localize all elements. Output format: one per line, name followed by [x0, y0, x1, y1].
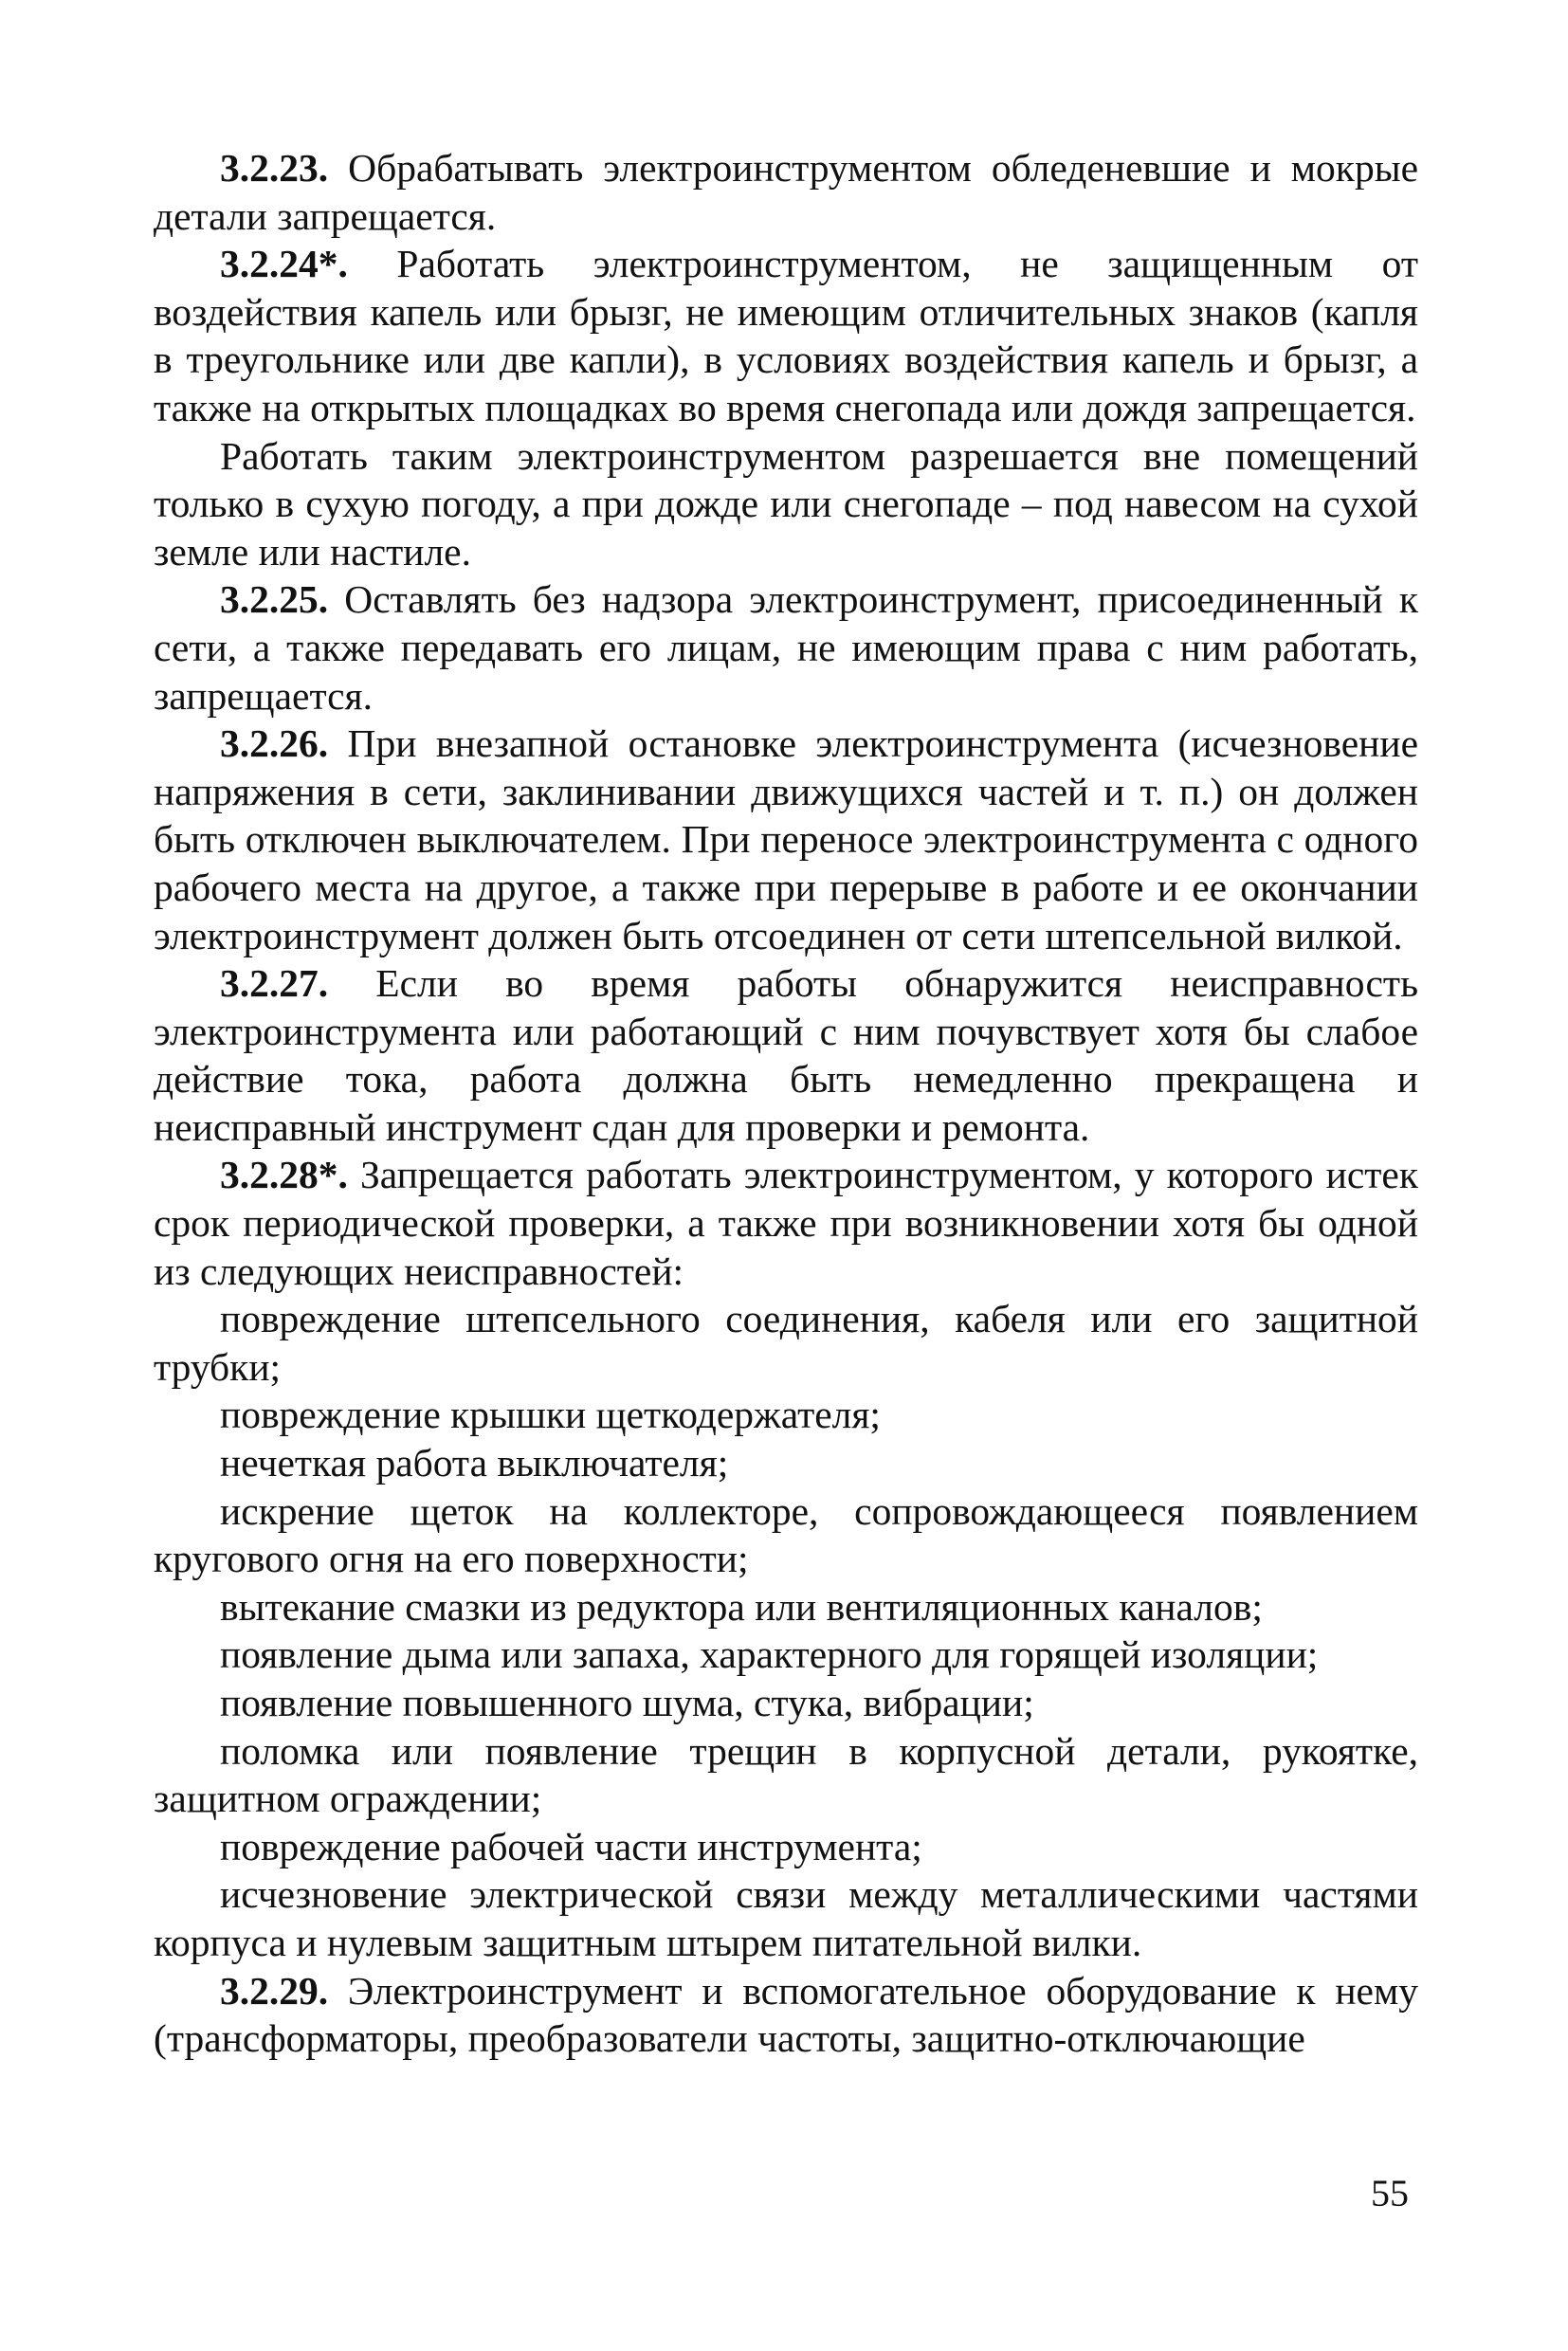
paragraph-text: Если во время работы обнаружится неисправность электроинструмента или работающий с ним почувствует хотя бы слабое действие тока, работа должна быть немедленно прекращена и неисправный инструмент сдан для проверки и ремонта. — [154, 961, 1418, 1149]
defect-list — [154, 1295, 1418, 1966]
list-item: нечеткая работа выключателя; — [220, 1441, 729, 1485]
paragraph-text: Работать электроинструментом, не защищенным от воздействия капель или брызг, не имеющим отличительных знаков (капля в треугольнике или две капли), в условиях воздействия капель и брызг, а также на открытых площадках во время снегопада или дождя запрещается. — [154, 242, 1418, 429]
list-item: поломка или появление трещин в корпусной детали, рукоятке, защитном ограждении; — [154, 1728, 1418, 1821]
list-item: исчезновение электрической связи между металлическими частями корпуса и нулевым защитным штырем питательной вилки. — [154, 1872, 1418, 1964]
clause-number: 3.2.27. — [220, 961, 329, 1006]
page-number: 55 — [1371, 2172, 1409, 2214]
list-item: вытекание смазки из редуктора или вентиляционных каналов; — [220, 1584, 1263, 1629]
clause-number: 3.2.29. — [220, 1968, 329, 2013]
clause-number: 3.2.25. — [220, 577, 329, 622]
paragraph-3-2-24-continuation — [154, 432, 1418, 576]
paragraph-text: Оставлять без надзора электроинструмент, присоединенный к сети, а также передавать его лицам, не имеющим права с ним работать, запрещается. — [154, 577, 1418, 718]
paragraph-3-2-25 — [154, 575, 1418, 720]
clause-number: 3.2.24*. — [220, 242, 348, 286]
paragraph-text: Запрещается работать электроинструментом, у которого истек срок периодической проверки, а также при возникновении хотя бы одной из следующих неисправностей: — [154, 1153, 1418, 1293]
paragraph-text: При внезапной остановке электроинструмента (исчезновение напряжения в сети, заклинивании движущихся частей и т. п.) он должен быть отключен выключателем. При переносе электроинструмента с одного рабочего места на другое, а также при перерыве в работе и ее окончании электроинструмент должен быть отсоединен от сети штепсельной вилкой. — [154, 721, 1418, 957]
clause-number: 3.2.26. — [220, 721, 329, 766]
paragraph-3-2-27 — [154, 959, 1418, 1151]
list-item: появление дыма или запаха, характерного для горящей изоляции; — [220, 1632, 1319, 1677]
list-item: повреждение крышки щеткодержателя; — [220, 1393, 881, 1437]
clause-number: 3.2.28*. — [220, 1153, 348, 1197]
page-body — [154, 144, 1418, 2063]
paragraph-3-2-29 — [154, 1967, 1418, 2063]
clause-number: 3.2.23. — [220, 146, 329, 190]
paragraph-3-2-23 — [154, 144, 1418, 240]
paragraph-3-2-26 — [154, 720, 1418, 959]
paragraph-3-2-24 — [154, 240, 1418, 431]
paragraph-text: Электроинструмент и вспомогательное оборудование к нему (трансформаторы, преобразователи частоты, защитно-отключающие — [154, 1968, 1418, 2061]
list-item: повреждение штепсельного соединения, кабеля или его защитной трубки; — [154, 1297, 1418, 1389]
list-item: появление повышенного шума, стука, вибрации; — [220, 1681, 1034, 1724]
paragraph-text: Работать таким электроинструментом разрешается вне помещений только в сухую погоду, а при дожде или снегопаде – под навесом на сухой земле или настиле. — [154, 433, 1418, 574]
list-item: искрение щеток на коллекторе, сопровождающееся появлением кругового огня на его поверхности; — [154, 1488, 1418, 1581]
list-item: повреждение рабочей части инструмента; — [220, 1824, 922, 1868]
paragraph-text: Обрабатывать электроинструментом обледеневшие и мокрые детали запрещается. — [154, 146, 1418, 238]
paragraph-3-2-28 — [154, 1151, 1418, 1295]
